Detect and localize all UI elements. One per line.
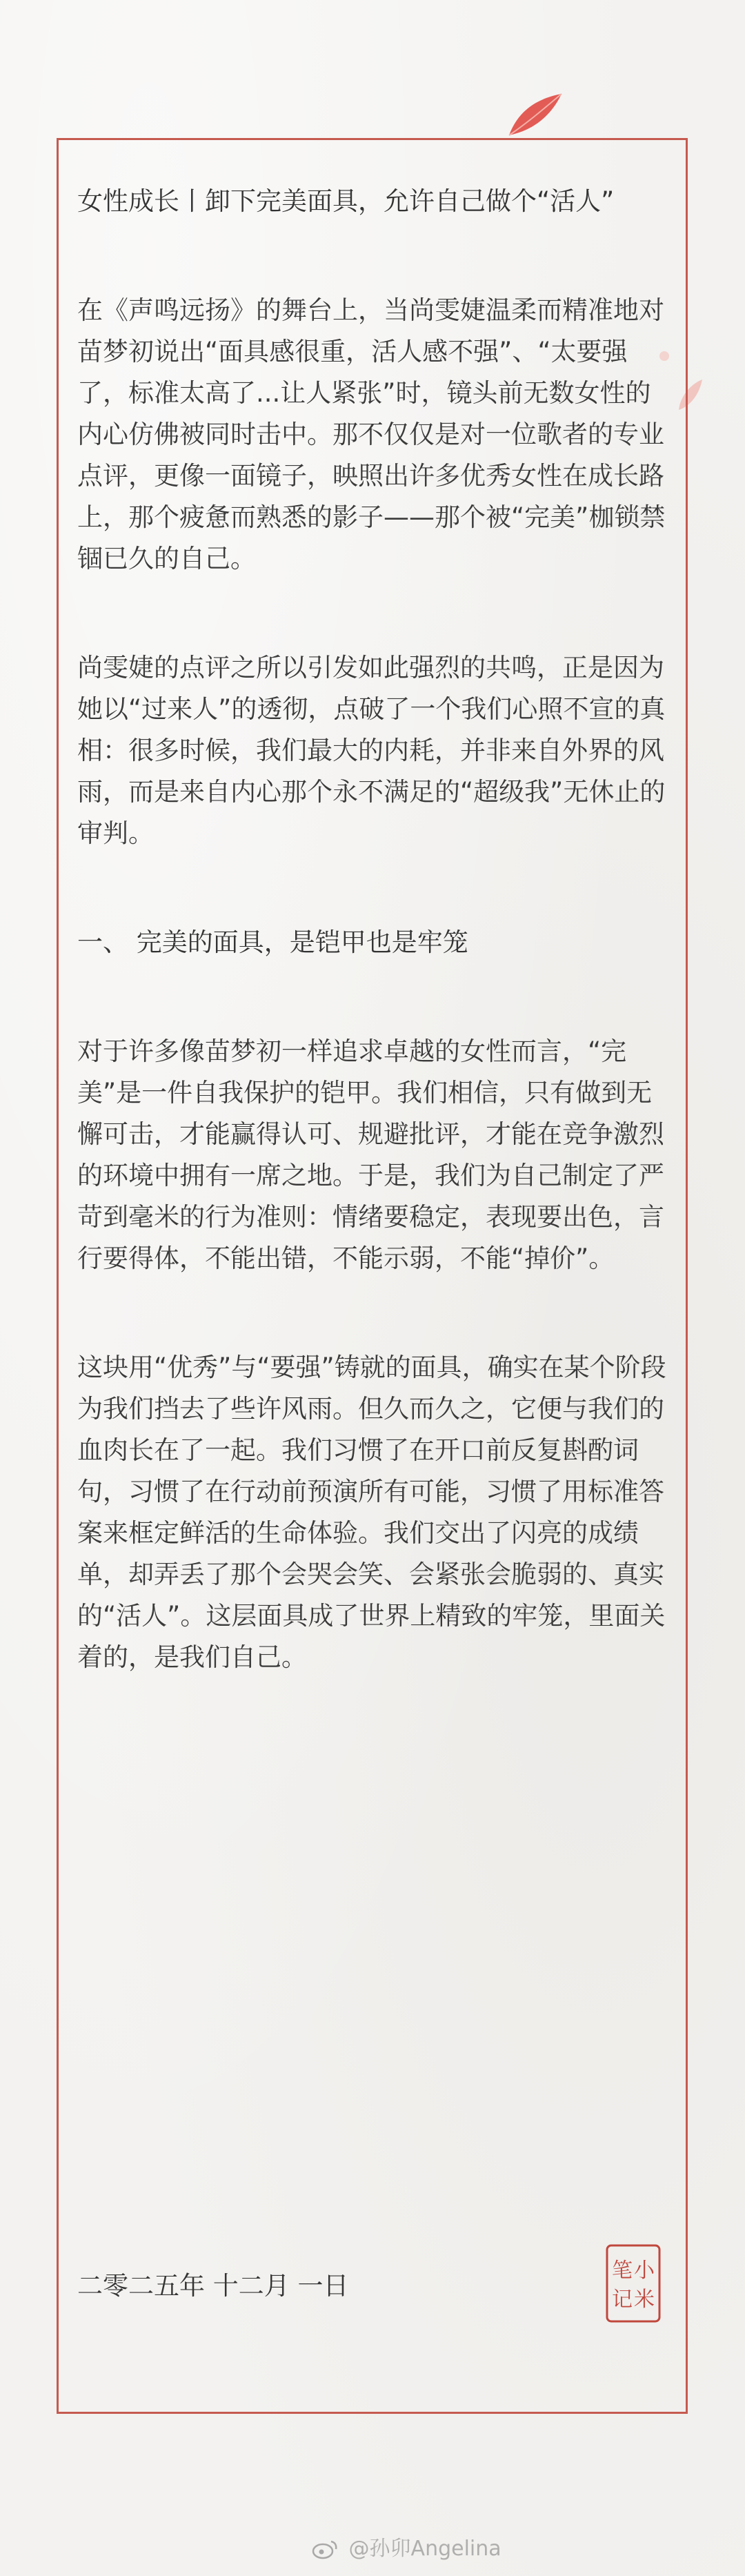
paragraph-resonance: 尚雯婕的点评之所以引发如此强烈的共鸣，正是因为她以“过来人”的透彻，点破了一个我们心照不宣的真相：很多时候，我们最大的内耗，并非来自外界的风雨，而是来自内心那个永不满足的“超级我”无休止的审判。 <box>77 653 666 848</box>
watermark-text: @孙卯Angelina <box>348 2536 501 2561</box>
weibo-logo-icon <box>312 2539 338 2559</box>
section-heading: 一、 完美的面具，是铠甲也是牢笼 <box>77 927 468 957</box>
svg-text:记: 记 <box>612 2288 633 2312</box>
svg-text:米: 米 <box>634 2288 655 2312</box>
petal-top-right-icon <box>505 88 567 144</box>
svg-text:小: 小 <box>634 2259 655 2283</box>
article-body <box>77 181 668 1746</box>
article-title: 女性成长丨卸下完美面具，允许自己做个“活人” <box>77 186 615 216</box>
paragraph-armor: 对于许多像苗梦初一样追求卓越的女性而言，“完美”是一件自我保护的铠甲。我们相信，只有做到无懈可击，才能赢得认可、规避批评，才能在竞争激烈的环境中拥有一席之地。于是，我们为自己制定了严苛到毫米的行为准则：情绪要稳定，表现要出色，言行要得体，不能出错，不能示弱，不能“掉价”。 <box>77 1036 664 1273</box>
paragraph-intro: 在《声鸣远扬》的舞台上，当尚雯婕温柔而精准地对苗梦初说出“面具感很重，活人感不强”、“太要强了，标准太高了...让人紧张”时，镜头前无数女性的内心仿佛被同时击中。那不仅仅是对一位歌者的专业点评，更像一面镜子，映照出许多优秀女性在成长路上，那个疲惫而熟悉的影子——那个被“完美”枷锁禁锢已久的自己。 <box>77 295 666 573</box>
weibo-watermark <box>312 2532 512 2565</box>
svg-text:笔: 笔 <box>612 2259 633 2283</box>
article-date: 二零二五年 十二月 一日 <box>77 2271 349 2301</box>
seal-stamp-icon <box>604 2243 662 2324</box>
paragraph-mask: 这块用“优秀”与“要强”铸就的面具，确实在某个阶段为我们挡去了些许风雨。但久而久之，它便与我们的血肉长在了一起。我们习惯了在开口前反复斟酌词句，习惯了在行动前预演所有可能，习惯了用标准答案来框定鲜活的生命体验。我们交出了闪亮的成绩单，却弄丢了那个会哭会笑、会紧张会脆弱的、真实的“活人”。这层面具成了世界上精致的牢笼，里面关着的，是我们自己。 <box>77 1353 666 1672</box>
